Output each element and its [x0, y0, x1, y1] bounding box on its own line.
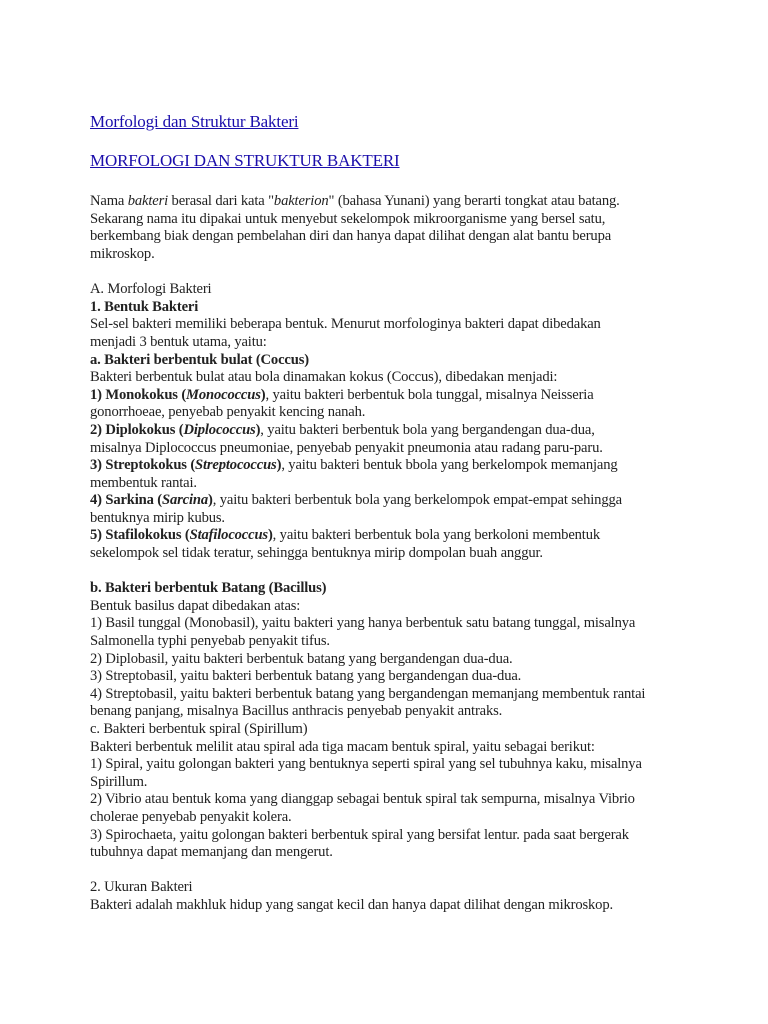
item-term-italic: Streptococcus [195, 457, 277, 474]
item-term: ) [255, 421, 261, 438]
section-2 [90, 879, 690, 914]
item-term-italic: Monococcus [186, 386, 261, 403]
item-term: 2) Diplokokus ( [90, 421, 184, 438]
section-a [90, 281, 690, 563]
item-term-italic: Diplococcus [183, 421, 256, 438]
intro-line: Sekarang nama itu dipakai untuk menyebut sekelompok mikroorganisme yang bersel satu, [90, 210, 606, 227]
item-term: ) [208, 492, 213, 509]
text-line: Spirillum. [90, 773, 148, 790]
intro-italic-bakterion: bakterion [273, 193, 329, 210]
text-line: 4) Streptobasil, yaitu bakteri berbentuk batang yang bergandengan memanjang membentuk rantai [90, 685, 646, 702]
intro-paragraph [90, 193, 690, 263]
item-term: ) [260, 386, 266, 403]
text-line: Salmonella typhi penyebab penyakit tifus. [90, 633, 330, 650]
item-text: , yaitu bakteri berbentuk bola yang bergandengan dua-dua, [260, 421, 595, 438]
item-text: misalnya Diplococcus pneumoniae, penyebab penyakit pneumonia atau radang paru-paru. [90, 439, 603, 456]
intro-line: berkembang biak dengan pembelahan diri dan hanya dapat dilihat dengan alat bantu berupa [90, 228, 612, 245]
item-text: , yaitu bakteri berbentuk bola yang berkoloni membentuk [272, 527, 600, 544]
text-line: Bakteri adalah makhluk hidup yang sangat kecil dan hanya dapat dilihat dengan mikroskop. [90, 896, 613, 913]
item-text: , yaitu bakteri berbentuk bola tunggal, misalnya Neisseria [265, 386, 594, 403]
item-text: membentuk rantai. [90, 474, 197, 491]
text-line: menjadi 3 bentuk utama, yaitu: [90, 333, 267, 350]
text-line: tubuhnya dapat memanjang dan mengerut. [90, 844, 333, 861]
title-link[interactable]: Morfologi dan Struktur Bakteri [90, 112, 299, 131]
intro-text: " (bahasa Yunani) yang berarti tongkat atau batang. [328, 193, 620, 210]
size-heading: 2. Ukuran Bakteri [90, 879, 193, 896]
coccus-heading: a. Bakteri berbentuk bulat (Coccus) [90, 351, 309, 368]
text-line: Sel-sel bakteri memiliki beberapa bentuk. Menurut morfologinya bakteri dapat dibedakan [90, 316, 601, 333]
text-line: Bentuk basilus dapat dibedakan atas: [90, 597, 301, 614]
intro-text: berasal dari kata " [168, 193, 274, 210]
item-text: bentuknya mirip kubus. [90, 509, 225, 526]
text-line: 2) Vibrio atau bentuk koma yang dianggap sebagai bentuk spiral tak sempurna, misalnya Vibrio [90, 791, 635, 808]
text-line: 1) Spiral, yaitu golongan bakteri yang bentuknya seperti spiral yang sel tubuhnya kaku, misalnya [90, 756, 642, 773]
title-caps-link[interactable]: MORFOLOGI DAN STRUKTUR BAKTERI [90, 150, 400, 170]
item-term-italic: Sarcina [162, 492, 208, 509]
subsection-heading: 1. Bentuk Bakteri [90, 298, 199, 315]
section-b [90, 580, 690, 862]
text-line: Bakteri berbentuk melilit atau spiral ada tiga macam bentuk spiral, yaitu sebagai berikut: [90, 738, 595, 755]
text-line: 1) Basil tunggal (Monobasil), yaitu bakteri yang hanya berbentuk satu batang tunggal, misalnya [90, 615, 636, 632]
item-term: 5) Stafilokokus ( [90, 527, 190, 544]
item-term: 1) Monokokus ( [90, 386, 187, 403]
text-line: cholerae penyebab penyakit kolera. [90, 808, 292, 825]
document-body [90, 112, 690, 915]
item-term: 3) Streptokokus ( [90, 457, 196, 474]
spirillum-heading: c. Bakteri berbentuk spiral (Spirillum) [90, 721, 308, 737]
section-a-heading: A. Morfologi Bakteri [90, 281, 212, 298]
intro-text: Nama [90, 193, 128, 210]
item-term: 4) Sarkina ( [90, 492, 162, 509]
item-term: ) [276, 457, 282, 474]
text-line: 3) Streptobasil, yaitu bakteri berbentuk batang yang bergandengan dua-dua. [90, 668, 522, 685]
text-line: Bakteri berbentuk bulat atau bola dinamakan kokus (Coccus), dibedakan menjadi: [90, 369, 558, 386]
text-line: benang panjang, misalnya Bacillus anthracis penyebab penyakit antraks. [90, 703, 503, 720]
item-text: , yaitu bakteri bentuk bbola yang berkelompok memanjang [281, 457, 618, 474]
item-text: , yaitu bakteri berbentuk bola yang berkelompok empat-empat sehingga [212, 492, 622, 509]
intro-line: mikroskop. [90, 245, 155, 262]
bacillus-heading: b. Bakteri berbentuk Batang (Bacillus) [90, 580, 327, 597]
item-term-italic: Stafilococcus [189, 527, 268, 544]
text-line: 2) Diplobasil, yaitu bakteri berbentuk batang yang bergandengan dua-dua. [90, 650, 513, 667]
item-text: sekelompok sel tidak teratur, sehingga bentuknya mirip dompolan buah anggur. [90, 545, 543, 562]
text-line: 3) Spirochaeta, yaitu golongan bakteri berbentuk spiral yang bersifat lentur. pada saat bergerak [90, 826, 629, 843]
intro-italic-bakteri: bakteri [127, 193, 169, 210]
item-text: gonorrhoeae, penyebab penyakit kencing nanah. [90, 404, 366, 421]
item-term: ) [267, 527, 273, 544]
